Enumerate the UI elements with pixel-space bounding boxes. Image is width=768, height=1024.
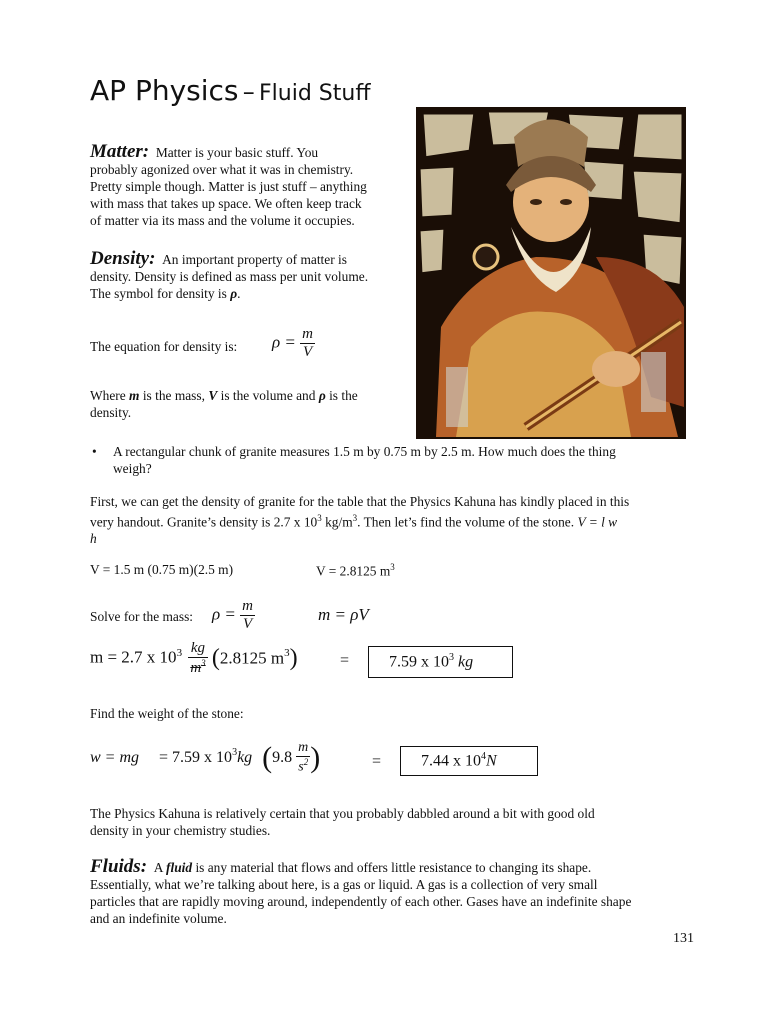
weight-eq-lhs: w = mg [90, 748, 140, 766]
fluids-line-4: and an indefinite volume. [90, 911, 227, 926]
fluids-heading: Fluids: [90, 856, 148, 877]
mass-eq-paren-close: ) [289, 645, 298, 671]
density-equation [272, 326, 315, 361]
kahuna-note [90, 805, 705, 839]
mass-result-box [368, 646, 513, 678]
solution-line-2b: kg/m [325, 514, 353, 530]
solution-line-2-sup: 3 [317, 513, 322, 523]
weight-eq-paren-close: ) [310, 740, 321, 774]
where-text [90, 387, 410, 421]
title-subtitle: Fluid Stuff [259, 81, 371, 106]
matter-line-1: Matter is your basic stuff. You [155, 145, 319, 160]
density-eq-den: V [302, 344, 313, 360]
weight-eq-g: 9.8 [272, 748, 293, 766]
bullet-icon: • [92, 444, 97, 459]
weight-result [421, 751, 497, 770]
mass-eq-paren-exp: 3 [284, 646, 290, 659]
weight-eq-g-den-exp: 2 [303, 757, 309, 767]
solve-label: Solve for the mass: [90, 609, 194, 624]
matter-line-4: with mass that takes up space. We often keep track [90, 196, 362, 211]
weight-eq-exp: 3 [232, 747, 238, 759]
stained-glass-illustration [416, 107, 686, 439]
fluids-section [90, 858, 705, 927]
fluids-line-2: Essentially, what we’re talking about here, is a gas or liquid. A gas is a collection of very small [90, 877, 598, 892]
problem-item [92, 443, 712, 477]
solution-line-2-sup2: 3 [352, 513, 358, 523]
mass-result-exp: 3 [449, 652, 454, 663]
weight-eq-g-fraction [296, 740, 310, 776]
solve-eq-num: m [242, 598, 253, 614]
where-d: is the [329, 388, 358, 403]
density-section [90, 250, 410, 302]
volume-formula: V = l w [577, 514, 618, 530]
solution-line-3: h [90, 531, 97, 547]
density-eq-lhs: ρ = [272, 332, 296, 352]
fluids-line-1c: is any material that flows and offers little resistance to changing its shape. [195, 860, 592, 875]
density-eq-fraction [300, 326, 315, 361]
weight-label: Find the weight of the stone: [90, 706, 244, 721]
solve-equation [212, 598, 255, 633]
where-v: V [208, 388, 218, 403]
where-line-2: density. [90, 405, 132, 420]
density-eq-num: m [302, 326, 313, 342]
page-title [90, 74, 371, 107]
density-line-3-period: . [237, 286, 241, 301]
matter-line-2: probably agonized over what it was in chemistry. [90, 162, 354, 177]
problem-line-1: A rectangular chunk of granite measures 1.5 m by 0.75 m by 2.5 m. How much does the thing [113, 444, 616, 459]
volume-calc-text: V = 1.5 m (0.75 m)(2.5 m) [90, 562, 234, 577]
fluids-line-3: particles that are rapidly moving around, independently of each other. Gases have an indefinite shape [90, 894, 632, 909]
weight-result-box [400, 746, 538, 776]
mass-eq-lhs: m = 2.7 x 10 [90, 647, 177, 667]
weight-eq-equals: = [372, 753, 382, 770]
problem-line-2: weigh? [113, 461, 152, 476]
where-a: Where [90, 388, 126, 403]
where-c: is the volume and [220, 388, 316, 403]
volume-calc [90, 562, 233, 578]
page-number: 131 [673, 931, 694, 946]
stained-glass-svg [416, 107, 686, 439]
mass-result [389, 652, 473, 671]
fluid-term: fluid [166, 860, 193, 875]
matter-section [90, 143, 410, 229]
density-line-3: The symbol for density is [90, 286, 227, 301]
matter-line-3: Pretty simple though. Matter is just stuff – anything [90, 179, 367, 194]
solve-eq-lhs: ρ = [212, 604, 236, 624]
weight-eq-g-den: s [298, 759, 304, 775]
volume-result-sup: 3 [390, 562, 395, 572]
mass-eq-unit-num: kg [188, 640, 207, 658]
solve-equation-2: m = ρV [318, 605, 369, 624]
density-line-1: An important property of matter is [162, 252, 347, 267]
matter-heading: Matter: [90, 141, 150, 162]
mass-equation [90, 640, 298, 677]
matter-line-5: of matter via its mass and the volume it occupies. [90, 213, 355, 228]
solve-eq-den: V [242, 616, 253, 632]
solution-line-2a: very handout. Granite’s density is 2.7 x 10 [90, 514, 318, 530]
weight-eq-value: = 7.59 x 10 [159, 748, 233, 766]
mass-eq-equals: = [340, 652, 350, 669]
equation-label: The equation for density is: [90, 339, 238, 354]
solution-text [90, 493, 705, 547]
where-rho: ρ [318, 388, 326, 403]
mass-eq-unit-den: m [190, 660, 202, 676]
mass-eq-paren-value: 2.8125 m [219, 648, 285, 668]
solution-line-1: First, we can get the density of granite for the table that the Physics Kahuna has kindly placed in this [90, 494, 630, 509]
weight-result-exp: 4 [481, 751, 486, 762]
density-line-2: density. Density is defined as mass per unit volume. [90, 269, 369, 284]
weight-eq-paren-open: ( [262, 740, 273, 774]
title-dash: – [242, 78, 255, 106]
where-b: is the mass, [142, 388, 205, 403]
weight-eq-unit: kg [237, 748, 253, 766]
weight-result-unit: N [486, 752, 497, 770]
rho-symbol: ρ [230, 286, 238, 301]
solve-eq-fraction [240, 598, 255, 633]
note-line-1: The Physics Kahuna is relatively certain that you probably dabbled around a bit with good old [90, 806, 595, 821]
weight-equation [90, 740, 320, 776]
title-main: AP Physics [90, 74, 239, 107]
fluids-line-1a: A [153, 860, 163, 875]
mass-result-unit: kg [458, 653, 474, 671]
solution-line-2c: . Then let’s find the volume of the stone. [357, 514, 575, 530]
volume-result-text: V = 2.8125 m [316, 563, 391, 579]
where-m: m [129, 388, 140, 403]
note-line-2: density in your chemistry studies. [90, 823, 271, 838]
volume-result [316, 562, 395, 579]
weight-eq-g-num: m [298, 740, 309, 755]
weight-result-value: 7.44 x 10 [421, 752, 481, 770]
mass-eq-unit-den-exp: 3 [201, 658, 206, 668]
density-heading: Density: [90, 248, 156, 269]
mass-eq-exp: 3 [176, 646, 183, 659]
mass-eq-unit-fraction [188, 640, 207, 677]
mass-eq-paren-open: ( [211, 645, 220, 671]
mass-result-value: 7.59 x 10 [389, 653, 449, 671]
